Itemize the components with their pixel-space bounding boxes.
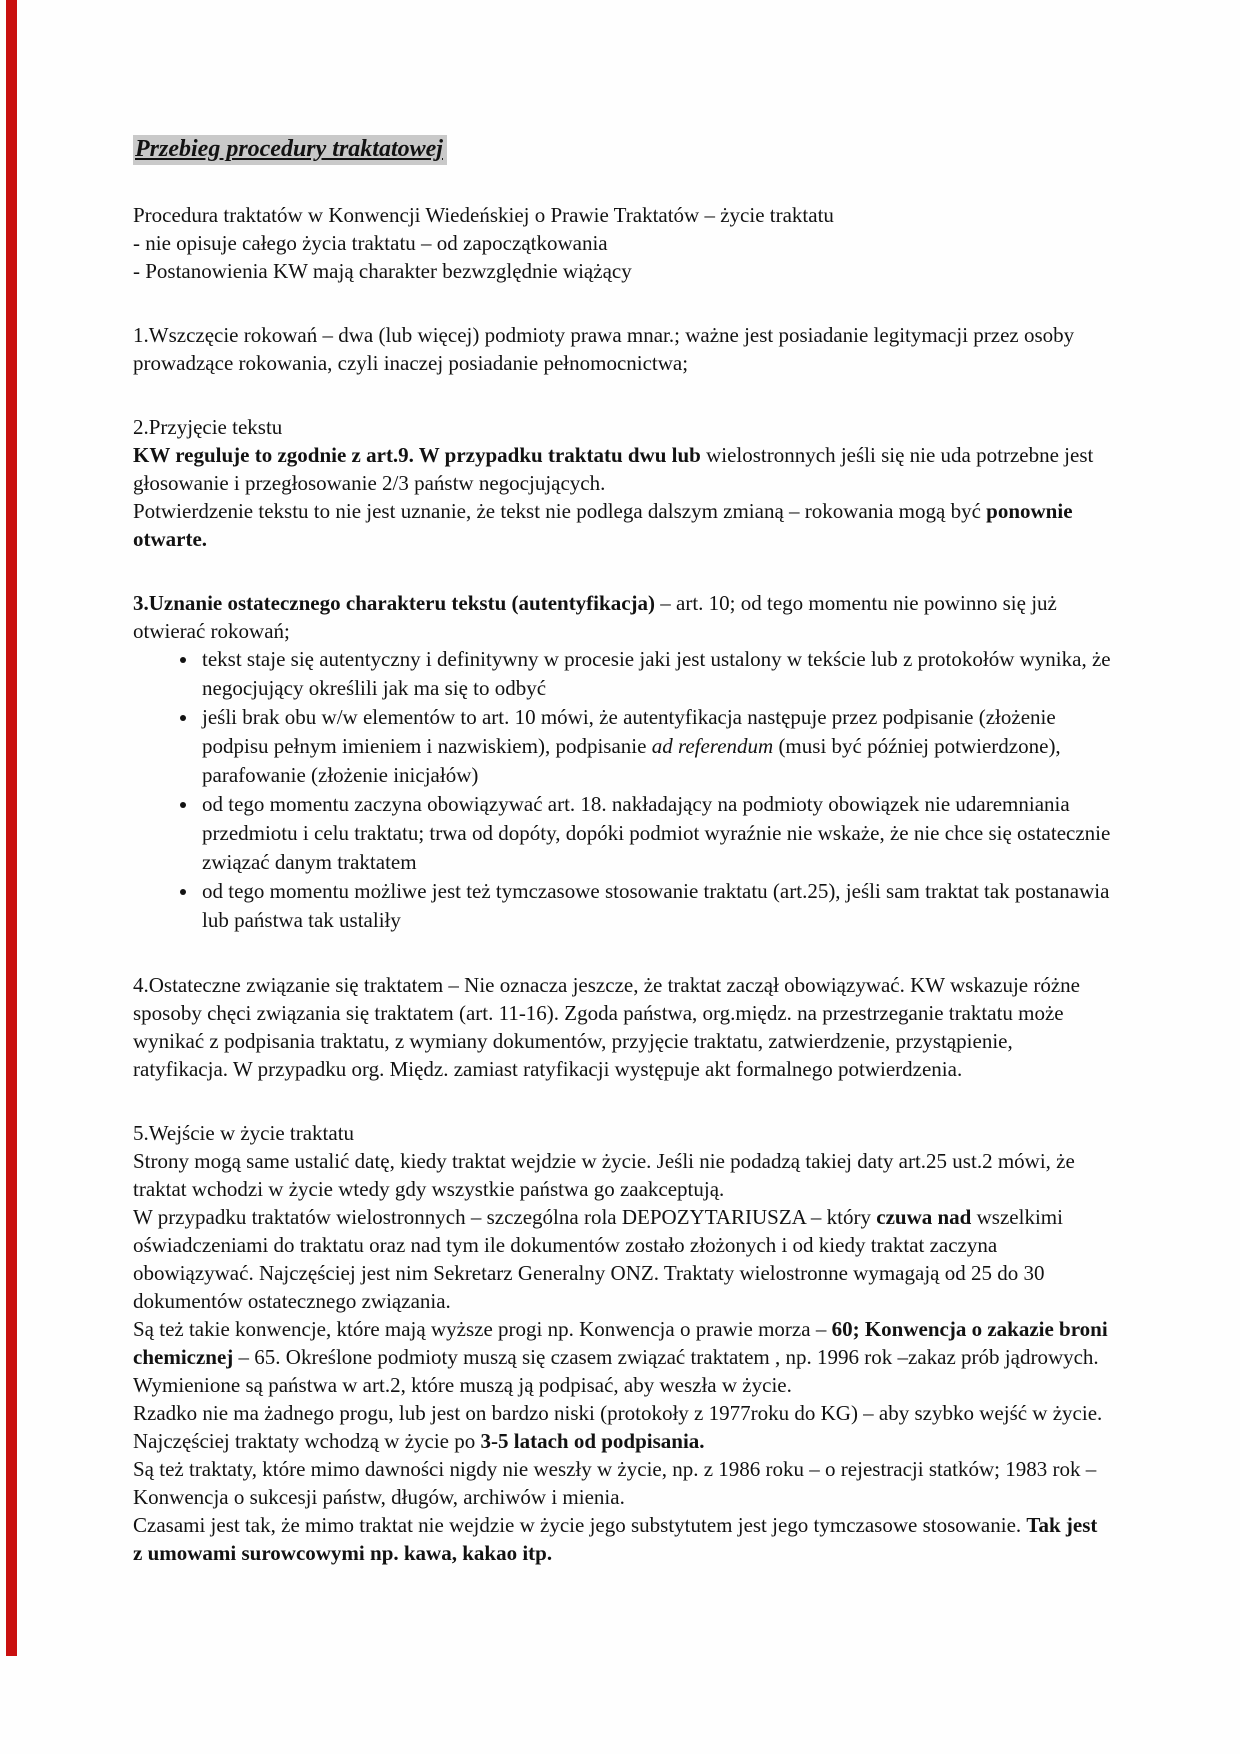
section-5-paragraph-4: Rzadko nie ma żadnego progu, lub jest on bardzo niski (protokoły z 1977roku do KG) – aby szybko wejść w życie. [133, 1401, 1103, 1425]
section-5-paragraph-7 [133, 1511, 1111, 1567]
intro-paragraph [133, 201, 1111, 285]
list-item [199, 703, 1111, 790]
section-2-heading: 2.Przyjęcie tekstu [133, 415, 283, 439]
section-2-paragraph-1 [133, 441, 1111, 497]
s5-p5-bold-run: 3-5 latach od podpisania. [480, 1429, 705, 1453]
section-3-bullet-list [133, 645, 1111, 935]
section-2-paragraph-2 [133, 497, 1111, 553]
section-1 [133, 321, 1111, 377]
s5-p3-rest-run: – 65. Określone podmioty muszą się czasem związać traktatem , np. 1996 rok –zakaz prób jądrowych. Wymienione są państwa w art.2, które muszą ją podpisać, aby weszła w życie. [133, 1345, 1099, 1397]
bullet-2-italic-run: ad referendum [651, 734, 774, 758]
section-5-paragraph-1: Strony mogą same ustalić datę, kiedy traktat wejdzie w życie. Jeśli nie podadzą takiej daty art.25 ust.2 mówi, że traktat wchodzi w życie wtedy gdy wszystkie państwa go zaakceptują. [133, 1149, 1075, 1201]
section-3-heading-rest-run: – art. 10; od tego momentu nie powinno się już otwierać rokowań; [133, 591, 1057, 643]
section-2-rest-run: wielostronnych jeśli się nie uda potrzebne jest głosowanie i przegłosowanie 2/3 państw negocjujących. [133, 443, 1094, 495]
s5-p5-start-run: Najczęściej traktaty wchodzą w życie po [133, 1429, 481, 1453]
section-2 [133, 413, 1111, 553]
s5-p3-start-run: Są też takie konwencje, które mają wyższe progi np. Konwencja o prawie morza – [133, 1317, 832, 1341]
section-3 [133, 589, 1111, 935]
section-5-paragraph-6: Są też traktaty, które mimo dawności nigdy nie weszły w życie, np. z 1986 roku – o rejestracji statków; 1983 rok – Konwencja o sukcesji państw, długów, archiwów i mienia. [133, 1457, 1097, 1509]
left-margin-red-bar [6, 0, 17, 1656]
intro-line-1: Procedura traktatów w Konwencji Wiedeńskiej o Prawie Traktatów – życie traktatu [133, 203, 834, 227]
section-5 [133, 1119, 1111, 1567]
intro-line-3: - Postanowienia KW mają charakter bezwzględnie wiążący [133, 259, 632, 283]
list-item: • tekst staje się autentyczny i definitywny w procesie jaki jest ustalony w tekście lub z protokołów wynika, że negocjujący określili jak ma się to odbyć [199, 645, 1111, 703]
s5-p2-start-run: W przypadku traktatów wielostronnych – szczególna rola DEPOZYTARIUSZA – który [133, 1205, 877, 1229]
section-2-bold-run: KW reguluje to zgodnie z art.9. W przypadku traktatu dwu lub [133, 443, 701, 467]
section-4 [133, 971, 1111, 1083]
bullet-2-start-run: jeśli brak obu w/w elementów to art. 10 mówi, że autentyfikacja następuje przez podpisanie (złożenie podpisu pełnym imieniem i nazwiskiem), podpisanie [202, 705, 1056, 758]
section-2-p2-start-run: Potwierdzenie tekstu to nie jest uznanie, że tekst nie podlega dalszym zmianą – rokowania mogą być [133, 499, 987, 523]
section-1-paragraph: 1.Wszczęcie rokowań – dwa (lub więcej) podmioty prawa mnar.; ważne jest posiadanie legitymacji przez osoby prowadzące rokowania, czyli inaczej posiadanie pełnomocnictwa; [133, 323, 1075, 375]
s5-p3-bold-run: 60; Konwencja o zakazie broni chemicznej [133, 1317, 1108, 1369]
section-3-heading-bold-run: 3.Uznanie ostatecznego charakteru tekstu (autentyfikacja) [133, 591, 655, 615]
section-5-heading: 5.Wejście w życie traktatu [133, 1121, 355, 1145]
s5-p7-start-run: Czasami jest tak, że mimo traktat nie wejdzie w życie jego substytutem jest jego tymczasowe stosowanie. [133, 1513, 1027, 1537]
section-4-paragraph: 4.Ostateczne związanie się traktatem – Nie oznacza jeszcze, że traktat zaczął obowiązywać. KW wskazuje różne sposoby chęci związania się traktatem (art. 11-16). Zgoda państwa, org.międz. na przestrzeganie traktatu może wynikać z podpisania traktatu, z wymiany dokumentów, przyjęcie traktatu, zatwierdzenie, przystąpienie, ratyfikacja. W przypadku org. Międz. zamiast ratyfikacji występuje akt formalnego potwierdzenia. [133, 973, 1080, 1081]
bullet-2-rest-run: (musi być później potwierdzone), parafowanie (złożenie inicjałów) [202, 734, 1061, 787]
intro-line-2: - nie opisuje całego życia traktatu – od zapoczątkowania [133, 231, 608, 255]
s5-p2-rest-run: wszelkimi oświadczeniami do traktatu oraz nad tym ile dokumentów zostało złożonych i od kiedy traktat zaczyna obowiązywać. Najczęściej jest nim Sekretarz Generalny ONZ. Traktaty wielostronne wymagają od 25 do 30 dokumentów ostatecznego związania. [133, 1205, 1063, 1313]
document-content [133, 135, 1111, 1567]
section-3-heading [133, 589, 1111, 645]
s5-p2-bold-run: czuwa nad [876, 1205, 972, 1229]
list-item: • od tego momentu zaczyna obowiązywać art. 18. nakładający na podmioty obowiązek nie udaremniania przedmiotu i celu traktatu; trwa od dopóty, dopóki podmiot wyraźnie nie wskaże, że nie chce się ostatecznie związać danym traktatem [199, 790, 1111, 877]
section-2-p2-bold-run: ponownie otwarte. [133, 499, 1073, 551]
section-5-paragraph-2 [133, 1203, 1111, 1315]
section-5-paragraph-5 [133, 1427, 1111, 1455]
s5-p7-bold-run: Tak jest z umowami surowcowymi np. kawa, kakao itp. [133, 1513, 1098, 1565]
section-5-paragraph-3 [133, 1315, 1111, 1399]
document-title: Przebieg procedury traktatowej [133, 135, 447, 165]
list-item: • od tego momentu możliwe jest też tymczasowe stosowanie traktatu (art.25), jeśli sam traktat tak postanawia lub państwa tak ustaliły [199, 877, 1111, 935]
